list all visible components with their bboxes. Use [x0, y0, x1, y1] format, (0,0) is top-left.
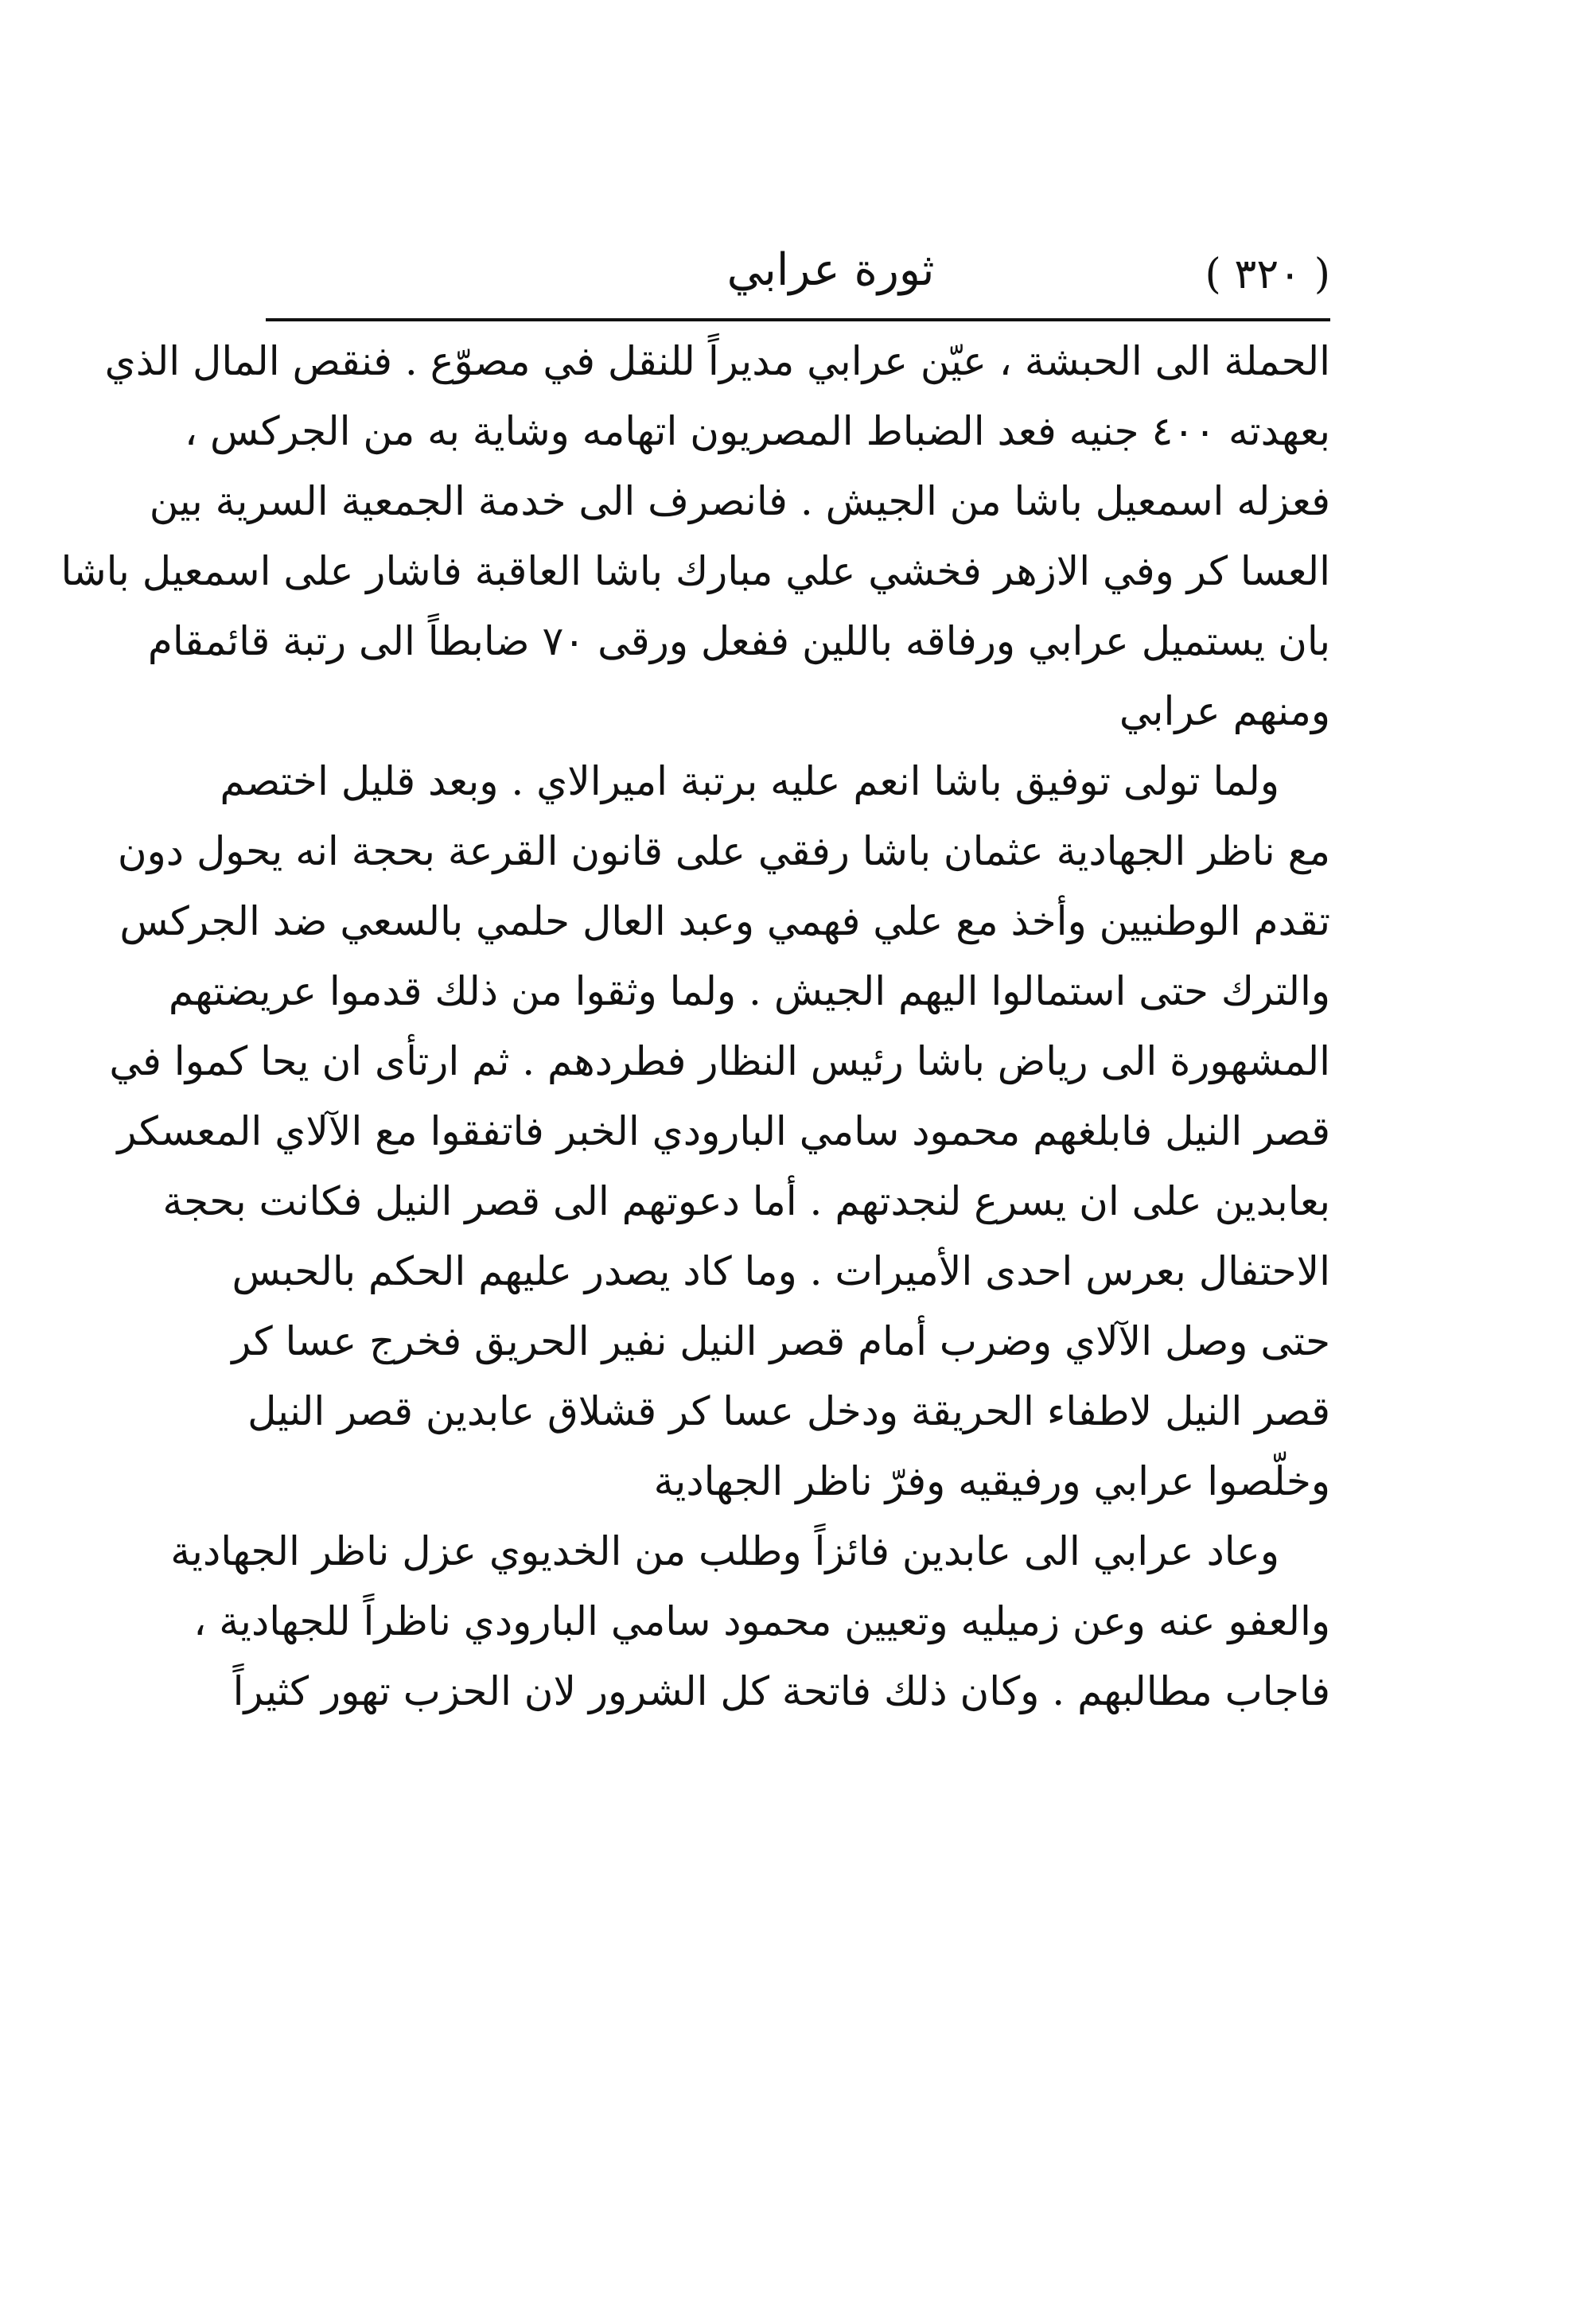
text-line: والعفو عنه وعن زميليه وتعيين محمود سامي البارودي ناظراً للجهادية ،	[193, 1598, 1330, 1644]
text-line: العسا كر وفي الازهر فخشي علي مبارك باشا العاقبة فاشار على اسمعيل باشا	[60, 548, 1330, 594]
text-line: حتى وصل الآلاي وضرب أمام قصر النيل نفير الحريق فخرج عسا كر	[232, 1318, 1330, 1364]
text-line: تقدم الوطنيين وأخذ مع علي فهمي وعبد العال حلمي بالسعي ضد الجركس	[119, 898, 1330, 944]
text-line: بعابدين على ان يسرع لنجدتهم . أما دعوتهم الى قصر النيل فكانت بحجة	[162, 1178, 1330, 1224]
paragraph-3	[170, 1516, 1330, 1726]
text-line: الاحتفال بعرس احدى الأميرات . وما كاد يصدر عليهم الحكم بالحبس	[232, 1248, 1330, 1294]
text-line: قصر النيل فابلغهم محمود سامي البارودي الخبر فاتفقوا مع الآلاي المعسكر	[117, 1108, 1330, 1154]
paragraph-2	[109, 746, 1330, 1516]
running-title: ثورة عرابي	[726, 244, 935, 296]
page-header	[266, 232, 1330, 320]
body-text	[60, 326, 1330, 1726]
text-line: قصر النيل لاطفاء الحريقة ودخل عسا كر قشلاق عابدين قصر النيل	[247, 1388, 1330, 1434]
text-line: المشهورة الى رياض باشا رئيس النظار فطردهم . ثم ارتأى ان يحا كموا في	[109, 1038, 1330, 1084]
text-line: ولما تولى توفيق باشا انعم عليه برتبة اميرالاي . وبعد قليل اختصم	[220, 758, 1279, 804]
header-rule	[266, 318, 1330, 321]
text-line: وخلّصوا عرابي ورفيقيه وفرّ ناظر الجهادية	[653, 1458, 1330, 1504]
text-line: مع ناظر الجهادية عثمان باشا رفقي على قانون القرعة بحجة انه يحول دون	[117, 828, 1330, 874]
text-line: وعاد عرابي الى عابدين فائزاً وطلب من الخديوي عزل ناظر الجهادية	[170, 1528, 1279, 1574]
text-line: فعزله اسمعيل باشا من الجيش . فانصرف الى خدمة الجمعية السرية بين	[149, 478, 1330, 524]
text-line: ومنهم عرابي	[1119, 688, 1330, 734]
text-line: والترك حتى استمالوا اليهم الجيش . ولما وثقوا من ذلك قدموا عريضتهم	[168, 968, 1330, 1014]
text-line: بان يستميل عرابي ورفاقه باللين ففعل ورقى ٧٠ ضابطاً الى رتبة قائمقام	[147, 618, 1330, 664]
text-line: بعهدته ٤٠٠ جنيه فعد الضباط المصريون اتهامه وشاية به من الجركس ،	[184, 408, 1330, 454]
text-line: الحملة الى الحبشة ، عيّن عرابي مديراً للنقل في مصوّع . فنقص المال الذي	[104, 338, 1330, 384]
page-number: ( ٣٢٠ )	[1205, 251, 1330, 298]
text-line: فاجاب مطالبهم . وكان ذلك فاتحة كل الشرور لان الحزب تهور كثيراً	[232, 1668, 1330, 1714]
paragraph-1	[60, 326, 1330, 746]
